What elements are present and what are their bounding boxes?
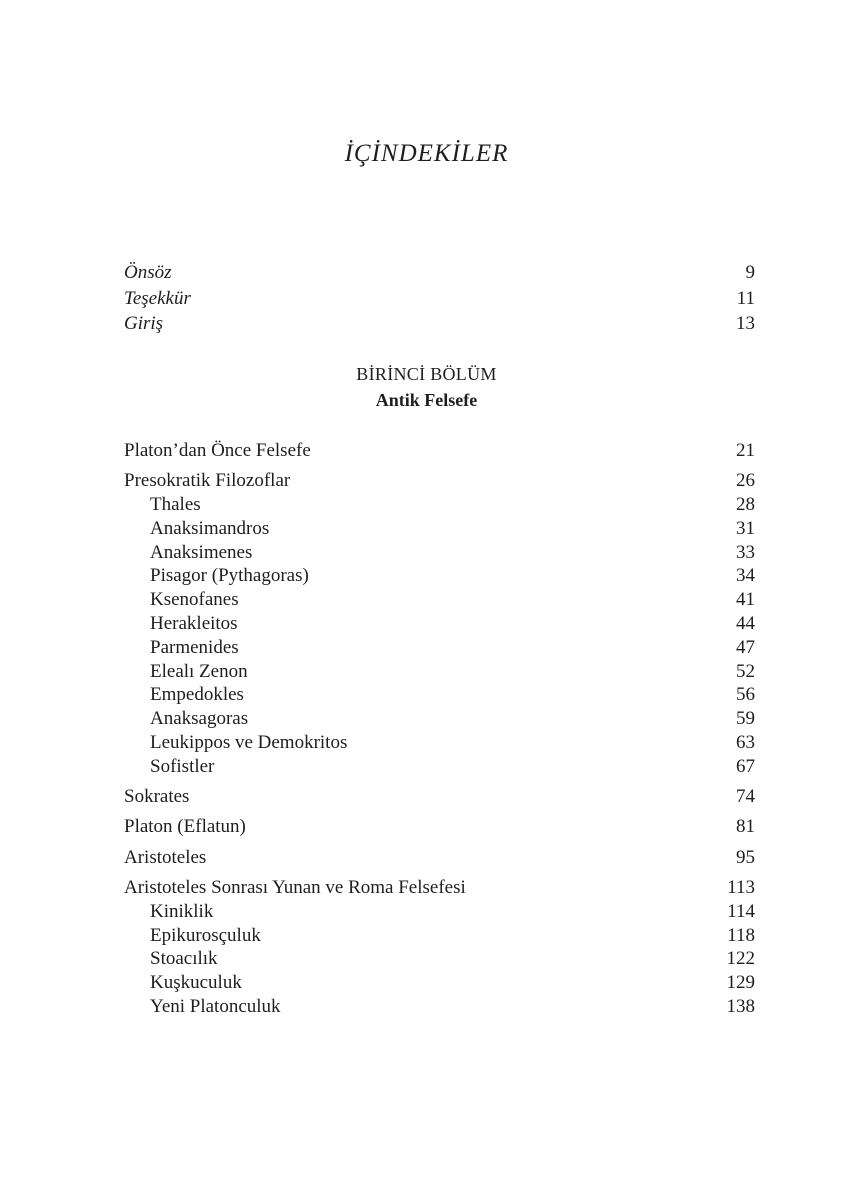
entry-title: Elealı Zenon: [150, 660, 248, 682]
entry-title: Aristoteles Sonrası Yunan ve Roma Felsefesi: [124, 877, 466, 899]
entry-title: Teşekkür: [124, 287, 191, 309]
front-matter-item[interactable]: [124, 260, 755, 286]
entry-title: Platon (Eflatun): [124, 816, 246, 838]
page-number: 34: [736, 565, 755, 587]
page-number: 41: [736, 589, 755, 611]
entry-title: Thales: [150, 494, 201, 516]
entry-title: Anaksimenes: [150, 541, 253, 563]
section-heading: [0, 362, 853, 413]
entry-title: Aristoteles: [124, 846, 207, 868]
page-number: 95: [736, 846, 755, 868]
page-number: 122: [726, 948, 755, 970]
entry-title: Herakleitos: [150, 613, 238, 635]
section-label: BİRİNCİ BÖLÜM: [356, 364, 497, 384]
front-matter-list: [124, 260, 755, 337]
toc-subentry[interactable]: [124, 947, 755, 971]
entry-title: Stoacılık: [150, 948, 218, 970]
page-number: 118: [727, 924, 755, 946]
page-number: 74: [736, 786, 755, 808]
toc-subentry[interactable]: [124, 971, 755, 995]
toc-subentry[interactable]: [124, 900, 755, 924]
page-number: 28: [736, 494, 755, 516]
toc-subentry[interactable]: [124, 636, 755, 660]
toc-chapter-entry[interactable]: [124, 846, 755, 870]
toc-subentry[interactable]: [124, 707, 755, 731]
page-number: 113: [727, 877, 755, 899]
page-number: 114: [727, 900, 755, 922]
front-matter-item[interactable]: [124, 311, 755, 337]
page-number: 11: [736, 287, 755, 309]
page-number: 9: [745, 262, 755, 283]
page-number: 47: [736, 636, 755, 658]
page-number: 129: [726, 972, 755, 994]
toc-subentry[interactable]: [124, 683, 755, 707]
entry-title: Pisagor (Pythagoras): [150, 565, 309, 587]
page-number: 63: [736, 732, 755, 754]
entry-title: Parmenides: [150, 636, 239, 658]
toc-subentry[interactable]: [124, 924, 755, 948]
toc-subentry[interactable]: [124, 517, 755, 541]
page-number: 81: [736, 816, 755, 838]
entry-title: Sofistler: [150, 755, 215, 777]
entry-title: Empedokles: [150, 684, 244, 706]
entry-title: Kiniklik: [150, 900, 214, 922]
toc-subentry[interactable]: [124, 588, 755, 612]
entry-title: Platon’dan Önce Felsefe: [124, 440, 311, 461]
page-number: 21: [736, 440, 755, 461]
section-name: Antik Felsefe: [375, 390, 478, 410]
toc-chapter-entry[interactable]: [124, 785, 755, 809]
entry-title: Kuşkuculuk: [150, 972, 242, 994]
entry-title: Anaksimandros: [150, 517, 270, 539]
page-number: 59: [736, 708, 755, 730]
entry-title: Presokratik Filozoflar: [124, 470, 291, 492]
front-matter-item[interactable]: [124, 286, 755, 312]
page-number: 138: [726, 996, 755, 1018]
toc-subentry[interactable]: [124, 541, 755, 565]
entry-title: Önsöz: [124, 262, 172, 283]
page-number: 33: [736, 541, 755, 563]
page-number: 44: [736, 613, 755, 635]
entry-title: Anaksagoras: [150, 708, 249, 730]
page-title: İÇİNDEKİLER: [344, 140, 509, 167]
toc-subentry[interactable]: [124, 612, 755, 636]
entry-title: Giriş: [124, 313, 164, 334]
entry-title: Yeni Platonculuk: [150, 996, 281, 1018]
toc-subentry[interactable]: [124, 995, 755, 1019]
toc-subentry[interactable]: [124, 564, 755, 588]
page-number: 26: [736, 470, 755, 492]
toc-subentry[interactable]: [124, 755, 755, 779]
toc-chapter-entry[interactable]: [124, 469, 755, 493]
entry-title: Ksenofanes: [150, 589, 239, 611]
toc-subentry[interactable]: [124, 493, 755, 517]
page-number: 67: [736, 755, 755, 777]
toc-entries-list: [124, 439, 755, 1019]
page-number: 13: [736, 313, 755, 334]
page-number: 56: [736, 684, 755, 706]
toc-chapter-entry[interactable]: [124, 439, 755, 463]
entry-title: Sokrates: [124, 786, 190, 808]
entry-title: Leukippos ve Demokritos: [150, 732, 348, 754]
toc-chapter-entry[interactable]: [124, 815, 755, 839]
toc-chapter-entry[interactable]: [124, 876, 755, 900]
page-number: 31: [736, 517, 755, 539]
entry-title: Epikurosçuluk: [150, 924, 261, 946]
page-number: 52: [736, 660, 755, 682]
toc-subentry[interactable]: [124, 731, 755, 755]
toc-subentry[interactable]: [124, 660, 755, 684]
